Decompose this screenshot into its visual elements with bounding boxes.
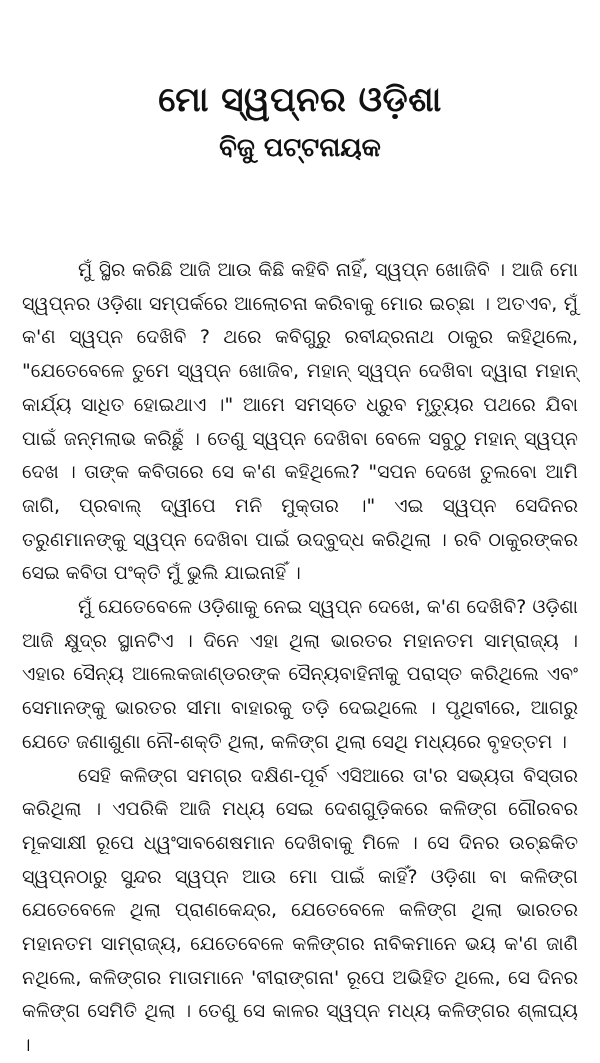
document-body xyxy=(22,254,578,1063)
paragraph-1: ମୁଁ ସ୍ଥିର କରିଛି ଆଜି ଆଉ କିଛି କହିବି ନାହିଁ, ସ୍ୱପ୍ନ ଖୋଜିବି । ଆଜି ମୋ ସ୍ୱପ୍ନର ଓଡ଼ିଶା ସମ୍ପର୍କରେ ଆଲୋଚନା କରିବାକୁ ମୋର ଇଚ୍ଛା । ଅତଏବ, ମୁଁ କ'ଣ ସ୍ୱପ୍ନ ଦେଖିବି ? ଥରେ କବିଗୁରୁ ରବୀନ୍ଦ୍ରନାଥ ଠାକୁର କହିଥିଲେ, "ଯେତେବେଳେ ତୁମେ ସ୍ୱପ୍ନ ଖୋଜିବ, ମହାନ୍ ସ୍ୱପ୍ନ ଦେଖିବା ଦ୍ୱାରା ମହାନ୍ କାର୍ଯ୍ୟ ସାଧିତ ହୋଇଥାଏ ।" ଆମେ ସମସ୍ତେ ଧ୍ରୁବ ମୃତ୍ୟୁର ପଥରେ ଯିବା ପାଇଁ ଜନ୍ମଲାଭ କରିଛୁଁ । ତେଣୁ ସ୍ୱପ୍ନ ଦେଖିବା ବେଳେ ସବୁଠୁ ମହାନ୍ ସ୍ୱପ୍ନ ଦେଖ । ତାଙ୍କ କବିତାରେ ସେ କ'ଣ କହିଥିଲେ? "ସପନ ଦେଖେ ତୁଲବୋ ଆମି ଜାଗି, ପ୍ରବାଲ୍ ଦ୍ୱୀପେ ମନି ମୁକ୍ତାର ।" ଏଇ ସ୍ୱପ୍ନ ସେଦିନର ତରୁଣମାନଙ୍କୁ ସ୍ୱପ୍ନ ଦେଖିବା ପାଇଁ ଉଦ୍‌ବୁଦ୍ଧ କରିଥିଲା । ରବି ଠାକୁରଙ୍କର ସେଇ କବିତା ପଂକ୍ତି ମୁଁ ଭୁଲି ଯାଇନାହିଁ । xyxy=(22,259,578,585)
paragraph-3: ସେହି କଳିଙ୍ଗ ସମଗ୍ର ଦକ୍ଷିଣ-ପୂର୍ବ ଏସିଆରେ ତା'ର ସଭ୍ୟତା ବିସ୍ତାର କରିଥିଲା । ଏପରିକି ଆଜି ମଧ୍ୟ ସେଇ ଦେଶଗୁଡ଼ିକରେ କଳିଙ୍ଗ ଗୌରବର ମୂକସାକ୍ଷୀ ରୂପେ ଧ୍ୱଂସାବଶେଷମାନ ଦେଖିବାକୁ ମିଳେ । ସେ ଦିନର ଉଚ୍ଛକିତ ସ୍ୱପ୍ନଠାରୁ ସୁନ୍ଦର ସ୍ୱପ୍ନ ଆଉ ମୋ ପାଇଁ କାହିଁ? ଓଡ଼ିଶା ବା କଳିଙ୍ଗ ଯେତେବେଳେ ଥିଲା ପ୍ରାଣକେନ୍ଦ୍ର, ଯେତେବେଳେ କଳିଙ୍ଗ ଥିଲା ଭାରତର ମହାନତମ ସାମ୍ରାଜ୍ୟ, ଯେତେବେଳେ କଳିଙ୍ଗର ନାବିକମାନେ ଭୟ କ'ଣ ଜାଣି ନଥିଲେ, କଳିଙ୍ଗର ମାତାମାନେ 'ବୀରାଙ୍ଗନା' ରୂପେ ଅଭିହିତ ଥିଲେ, ସେ ଦିନର କଳିଙ୍ଗ ସେମିତି ଥିଲା । ତେଣୁ ସେ କାଳର ସ୍ୱପ୍ନ ମଧ୍ୟ କଳିଙ୍ଗର ଶ୍ଳାଘ୍ୟ । xyxy=(22,764,578,1057)
document-title: ମୋ ସ୍ୱପ୍ନର ଓଡ଼ିଶା xyxy=(158,80,442,120)
paragraph-2: ମୁଁ ଯେତେବେଳେ ଓଡ଼ିଶାକୁ ନେଇ ସ୍ୱପ୍ନ ଦେଖେ, କ'ଣ ଦେଖିବି? ଓଡ଼ିଶା ଆଜି କ୍ଷୁଦ୍ର ସ୍ଥାନଟିଏ । ଦିନେ ଏହା ଥିଲା ଭାରତର ମହାନତମ ସାମ୍ରାଜ୍ୟ । ଏହାର ସୈନ୍ୟ ଆଲେକଜାଣ୍ଡରଙ୍କ ସୈନ୍ୟବାହିନୀକୁ ପରାସ୍ତ କରିଥିଲେ ଏବଂ ସେମାନଙ୍କୁ ଭାରତର ସୀମା ବାହାରକୁ ତଡ଼ି ଦେଇଥିଲେ । ପୃଥିବୀରେ, ଆଗରୁ ଯେତେ ଜଣାଶୁଣା ନୌ-ଶକ୍ତି ଥିଲା, କଳିଙ୍ଗ ଥିଲା ସେଥି ମଧ୍ୟରେ ବୃହତ୍ତମ । xyxy=(22,596,578,753)
document-author: ବିଜୁ ପଟ୍ଟନାୟକ xyxy=(219,133,381,163)
